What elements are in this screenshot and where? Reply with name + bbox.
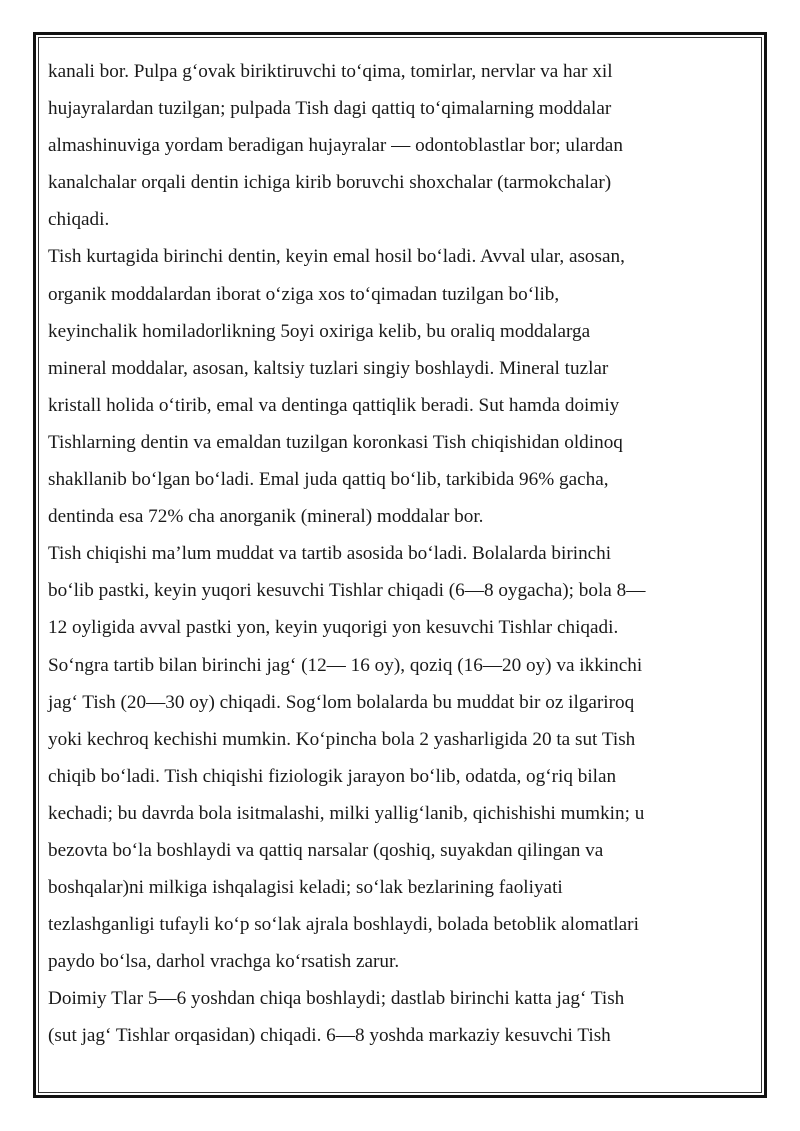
text-line: yoki kechroq kechishi mumkin. Ko‘pincha bola 2 yasharligida 20 ta sut Tish: [48, 728, 636, 750]
text-line: shakllanib bo‘lgan bo‘ladi. Emal juda qattiq bo‘lib, tarkibida 96% gacha,: [48, 469, 609, 491]
text-line: bezovta bo‘la boshlaydi va qattiq narsalar (qoshiq, suyakdan qilingan va: [48, 839, 604, 861]
text-line: Tish kurtagida birinchi dentin, keyin emal hosil bo‘ladi. Avval ular, asosan,: [48, 246, 625, 268]
text-line: tezlashganligi tufayli ko‘p so‘lak ajrala boshlaydi, bolada betoblik alomatlari: [48, 914, 639, 936]
document-body: [48, 53, 748, 1055]
text-line: chiqadi.: [48, 209, 110, 231]
text-line: kanalchalar orqali dentin ichiga kirib boruvchi shoxchalar (tarmokchalar): [48, 172, 612, 194]
text-line: bo‘lib pastki, keyin yuqori kesuvchi Tishlar chiqadi (6—8 oygacha); bola 8—: [48, 580, 646, 602]
text-line: keyinchalik homiladorlikning 5oyi oxiriga kelib, bu oraliq moddalarga: [48, 320, 591, 342]
text-line: almashinuviga yordam beradigan hujayralar — odontoblastlar bor; ulardan: [48, 135, 623, 157]
text-line: Tish chiqishi ma’lum muddat va tartib asosida bo‘ladi. Bolalarda birinchi: [48, 543, 612, 565]
text-line: jag‘ Tish (20—30 oy) chiqadi. Sog‘lom bolalarda bu muddat bir oz ilgariroq: [48, 691, 635, 713]
text-line: mineral moddalar, asosan, kaltsiy tuzlari singiy boshlaydi. Mineral tuzlar: [48, 357, 609, 379]
text-line: (sut jag‘ Tishlar orqasidan) chiqadi. 6—8 yoshda markaziy kesuvchi Tish: [48, 1025, 611, 1047]
text-line: dentinda esa 72% cha anorganik (mineral) moddalar bor.: [48, 506, 484, 528]
text-line: Tishlarning dentin va emaldan tuzilgan koronkasi Tish chiqishidan oldinoq: [48, 431, 623, 453]
text-line: organik moddalardan iborat o‘ziga xos to‘qimadan tuzilgan bo‘lib,: [48, 283, 560, 305]
text-line: 12 oyligida avval pastki yon, keyin yuqorigi yon kesuvchi Tishlar chiqadi.: [48, 617, 619, 639]
text-line: Doimiy Tlar 5—6 yoshdan chiqa boshlaydi; dastlab birinchi katta jag‘ Tish: [48, 988, 625, 1010]
text-line: paydo bo‘lsa, darhol vrachga ko‘rsatish zarur.: [48, 951, 400, 973]
text-line: kechadi; bu davrda bola isitmalashi, milki yallig‘lanib, qichishishi mumkin; u: [48, 802, 645, 824]
text-line: chiqib bo‘ladi. Tish chiqishi fiziologik jarayon bo‘lib, odatda, og‘riq bilan: [48, 765, 617, 787]
text-line: kanali bor. Pulpa g‘ovak biriktiruvchi to‘qima, tomirlar, nervlar va har xil: [48, 61, 613, 82]
text-line: hujayralardan tuzilgan; pulpada Tish dagi qattiq to‘qimalarning moddalar: [48, 98, 612, 120]
text-line: kristall holida o‘tirib, emal va dentinga qattiqlik beradi. Sut hamda doimiy: [48, 394, 620, 416]
text-line: boshqalar)ni milkiga ishqalagisi keladi; so‘lak bezlarining faoliyati: [48, 877, 563, 899]
text-line: So‘ngra tartib bilan birinchi jag‘ (12— 16 oy), qoziq (16—20 oy) va ikkinchi: [48, 654, 643, 676]
